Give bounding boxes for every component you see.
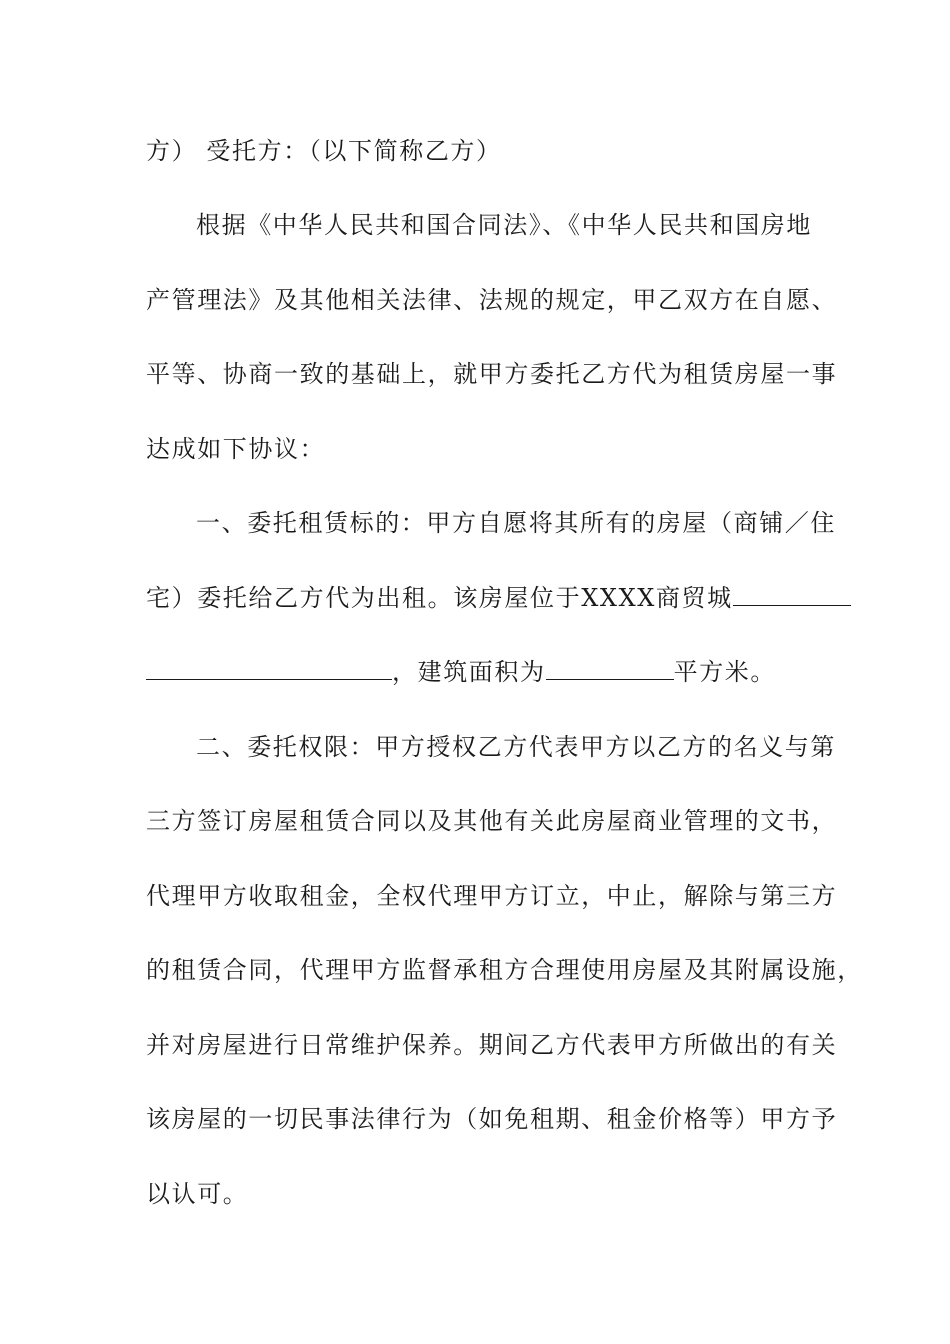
line-text: 方） 受托方：（以下简称乙方）	[146, 137, 502, 165]
text-line	[146, 806, 837, 836]
clause-two	[196, 732, 836, 762]
text-line	[146, 1104, 837, 1134]
line-text: 根据《中华人民共和国合同法》、《中华人民共和国房地	[196, 211, 812, 239]
line-text: 代理甲方收取租金，全权代理甲方订立，中止，解除与第三方	[146, 882, 838, 910]
text-line	[146, 359, 837, 389]
line-text: 该房屋的一切民事法律行为（如免租期、租金价格等）甲方予	[146, 1105, 838, 1133]
text-line	[146, 136, 502, 166]
text-line	[146, 955, 863, 985]
line-text: 一、委托租赁标的：甲方自愿将其所有的房屋（商铺／住	[196, 509, 836, 537]
line-text: 平等、协商一致的基础上，就甲方委托乙方代为租赁房屋一事	[146, 360, 838, 388]
clause-one	[196, 508, 836, 538]
text-line	[146, 583, 851, 613]
line-text: 以认可。	[146, 1180, 249, 1208]
text-line	[146, 434, 325, 464]
text-line	[146, 657, 776, 687]
address-blank	[733, 583, 851, 606]
text-line	[146, 1179, 248, 1209]
text-line	[146, 881, 837, 911]
line-text: 达成如下协议：	[146, 435, 326, 463]
address-blank-continued	[146, 657, 392, 680]
area-blank	[546, 657, 674, 680]
line-text: 产管理法》及其他相关法律、法规的规定，甲乙双方在自愿、	[146, 286, 838, 314]
line-text: 的租赁合同，代理甲方监督承租方合理使用房屋及其附属设施，	[146, 956, 863, 984]
line-text: 平方米。	[673, 658, 777, 686]
text-line	[146, 285, 837, 315]
text-line	[146, 1030, 837, 1060]
line-text: 三方签订房屋租赁合同以及其他有关此房屋商业管理的文书，	[146, 807, 838, 835]
line-text: 并对房屋进行日常维护保养。期间乙方代表甲方所做出的有关	[146, 1031, 838, 1059]
line-text: ，建筑面积为	[392, 658, 546, 686]
paragraph-legal-basis	[196, 210, 812, 240]
line-text: 二、委托权限：甲方授权乙方代表甲方以乙方的名义与第	[196, 733, 836, 761]
line-text: 宅）委托给乙方代为出租。该房屋位于XXXX商贸城	[146, 584, 733, 612]
